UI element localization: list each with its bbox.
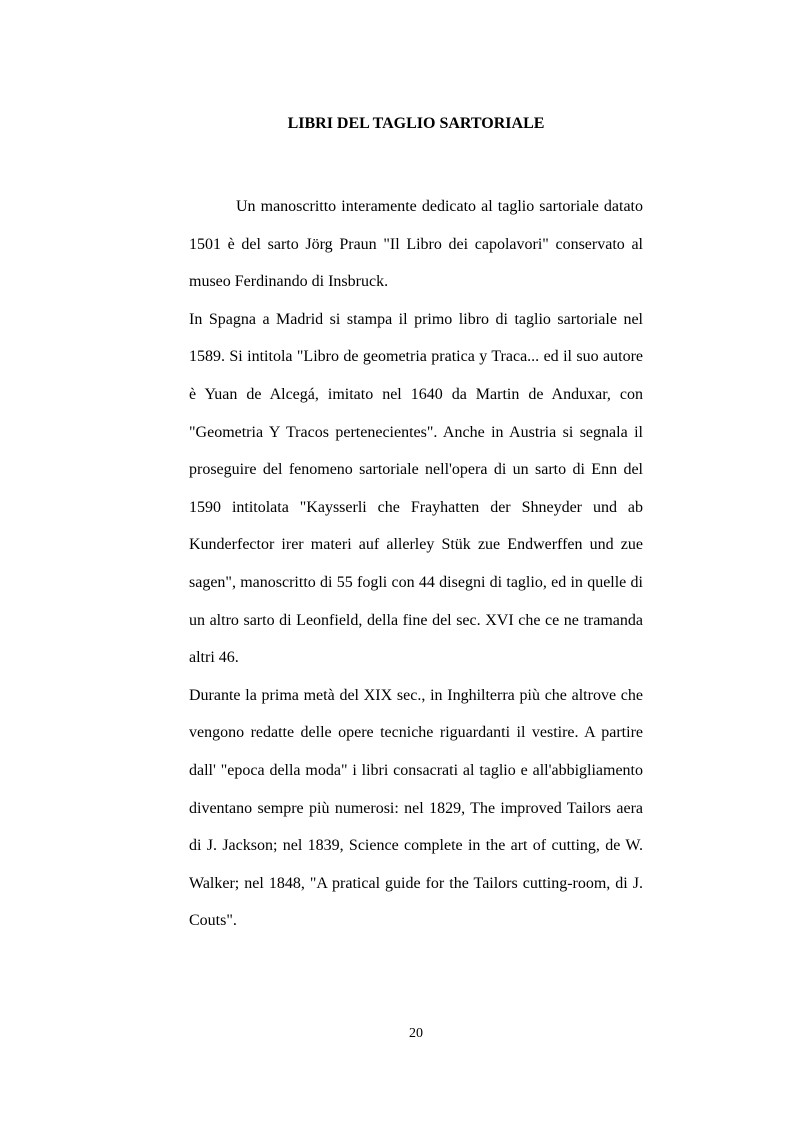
- page-title: LIBRI DEL TAGLIO SARTORIALE: [287, 115, 545, 132]
- paragraph-england-xix: Durante la prima metà del XIX sec., in Inghilterra più che altrove che vengono redatte delle opere tecniche riguardanti il vestire. A partire dall' "epoca della moda" i libri consacrati al taglio e all'abbigliamento diventano sempre più numerosi: nel 1829, The improved Tailors aera di J. Jackson; nel 1839, Science complete in the art of cutting, de W. Walker; nel 1848, "A pratical guide for the Tailors cutting-room, di J. Couts".: [189, 686, 643, 930]
- page-number: 20: [409, 1026, 423, 1041]
- paragraph-manuscript-1501: Un manoscritto interamente dedicato al taglio sartoriale datato 1501 è del sarto Jörg Praun "Il Libro dei capolavori" conservato al museo Ferdinando di Insbruck.: [189, 198, 643, 291]
- paragraph-spain-austria: In Spagna a Madrid si stampa il primo libro di taglio sartoriale nel 1589. Si intitola "Libro de geometria pratica y Traca... ed il suo autore è Yuan de Alcegá, imitato nel 1640 da Martin de Anduxar, con "Geometria Y Tracos pertenecientes". Anche in Austria si segnala il proseguire del fenomeno sartoriale nell'opera di un sarto di Enn del 1590 intitolata "Kaysserli che Frayhatten der Shneyder und ab Kunderfector irer materi auf allerley Stük zue Endwerffen und zue sagen", manoscritto di 55 fogli con 44 disegni di taglio, ed in quelle di un altro sarto di Leonfield, della fine del sec. XVI che ce ne tramanda altri 46.: [189, 310, 643, 667]
- body-text: [189, 188, 643, 940]
